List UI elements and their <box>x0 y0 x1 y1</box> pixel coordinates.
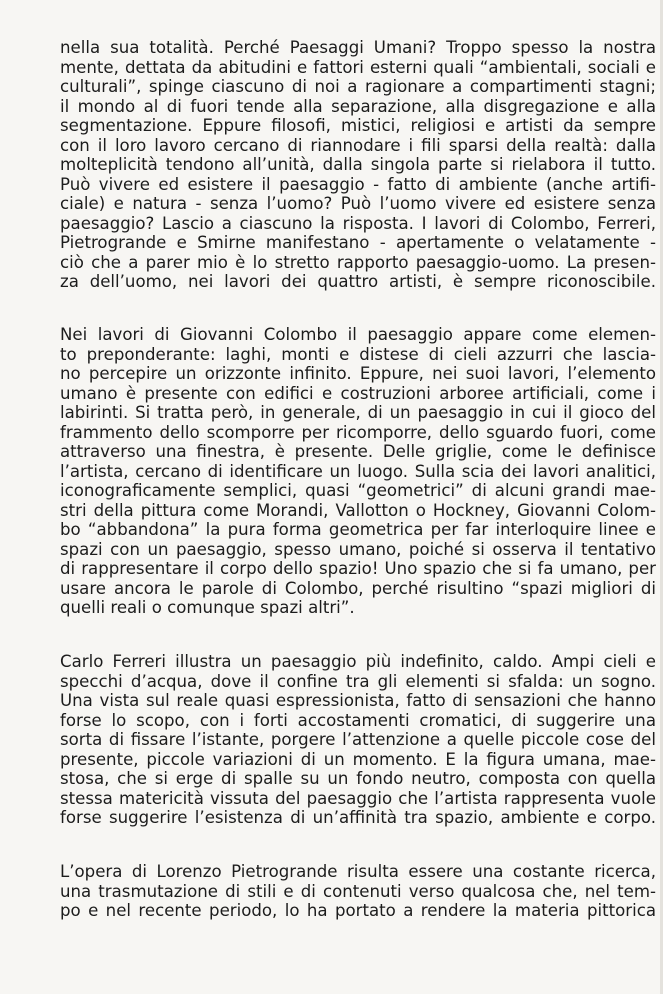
paragraph-pietrogrande <box>60 862 656 921</box>
text-line: za dell’uomo, nei lavori dei quattro artisti, è sempre riconoscibile. <box>60 272 656 291</box>
text-line: di rappresentare il corpo dello spazio! Uno spazio che si fa umano, per <box>60 559 656 578</box>
text-line: specchi d’acqua, dove il confine tra gli elementi si sfalda: un sogno. <box>60 671 656 691</box>
text-line: con il loro lavoro cercano di riannodare i fili sparsi della realtà: dalla <box>60 135 656 155</box>
text-line: frammento dello scomporre per ricomporre, dello sguardo fuori, come <box>60 422 656 442</box>
text-line: molteplicità tendono all’unità, dalla singola parte si rielabora il tutto. <box>60 155 656 174</box>
text-line: sorta di fissare l’istante, porgere l’attenzione a quelle piccole cose del <box>60 730 656 749</box>
paragraph-intro <box>60 38 656 292</box>
text-line: ciò che a parer mio è lo stretto rapporto paesaggio-uomo. La presen- <box>60 252 656 272</box>
text-line: labirinti. Si tratta però, in generale, di un paesaggio in cui il gioco del <box>60 403 656 422</box>
text-line: Nei lavori di Giovanni Colombo il paesaggio appare come elemen- <box>60 325 656 344</box>
text-line: to preponderante: laghi, monti e distese di cieli azzurri che lascia- <box>60 344 656 364</box>
text-line: usare ancora le parole di Colombo, perché risultino “spazi migliori di <box>60 578 656 598</box>
text-line: umano è presente con edifici e costruzioni arboree artificiali, come i <box>60 383 656 403</box>
text-line: forse suggerire l’esistenza di un’affinità tra spazio, ambiente e corpo. <box>60 808 656 827</box>
text-line: Una vista sul reale quasi espressionista, fatto di sensazioni che hanno <box>60 691 656 710</box>
text-line: mente, dettata da abitudini e fattori esterni quali “ambientali, sociali e <box>60 57 656 77</box>
text-line: forse lo scopo, con i forti accostamenti cromatici, di suggerire una <box>60 710 656 730</box>
text-line: il mondo al di fuori tende alla separazione, alla disgregazione e alla <box>60 96 656 116</box>
text-line: presente, piccole variazioni di un momento. E la figura umana, mae- <box>60 749 656 769</box>
text-line: stessa matericità vissuta del paesaggio che l’artista rappresenta vuole <box>60 788 656 808</box>
paragraph-ferreri <box>60 652 656 828</box>
text-line: nella sua totalità. Perché Paesaggi Umani? Troppo spesso la nostra <box>60 38 656 57</box>
text-line: l’artista, cercano di identificare un luogo. Sulla scia dei lavori analitici, <box>60 461 656 481</box>
text-line: culturali”, spinge ciascuno di noi a ragionare a compartimenti stagni; <box>60 77 656 96</box>
text-line: Può vivere ed esistere il paesaggio - fatto di ambiente (anche artifi- <box>60 174 656 194</box>
paragraph-colombo <box>60 325 656 618</box>
text-line: stri della pittura come Morandi, Vallotton o Hockney, Giovanni Colom- <box>60 500 656 520</box>
text-line: Pietrogrande e Smirne manifestano - apertamente o velatamente - <box>60 233 656 252</box>
text-line: iconograficamente semplici, quasi “geometrici” di alcuni grandi mae- <box>60 481 656 500</box>
text-line: stosa, che si erge di spalle su un fondo neutro, composta con quella <box>60 769 656 788</box>
text-line: segmentazione. Eppure filosofi, mistici, religiosi e artisti da sempre <box>60 116 656 135</box>
text-line: L’opera di Lorenzo Pietrogrande risulta essere una costante ricerca, <box>60 862 656 881</box>
text-line: quelli reali o comunque spazi altri”. <box>60 598 355 617</box>
text-line: spazi con un paesaggio, spesso umano, poiché si osserva il tentativo <box>60 539 656 559</box>
text-line: Carlo Ferreri illustra un paesaggio più indefinito, caldo. Ampi cieli e <box>60 652 656 671</box>
text-line: bo “abbandona” la pura forma geometrica per far interloquire linee e <box>60 520 656 539</box>
text-line: paesaggio? Lascio a ciascuno la risposta. I lavori di Colombo, Ferreri, <box>60 213 656 233</box>
text-line: attraverso una finestra, è presente. Delle griglie, come le definisce <box>60 442 656 461</box>
text-line: una trasmutazione di stili e di contenuti verso qualcosa che, nel tem- <box>60 881 656 901</box>
text-line: po e nel recente periodo, lo ha portato a rendere la materia pittorica <box>60 901 656 920</box>
text-line: no percepire un orizzonte infinito. Eppure, nei suoi lavori, l’elemento <box>60 364 656 383</box>
text-line: ciale) e natura - senza l’uomo? Può l’uomo vivere ed esistere senza <box>60 194 656 213</box>
